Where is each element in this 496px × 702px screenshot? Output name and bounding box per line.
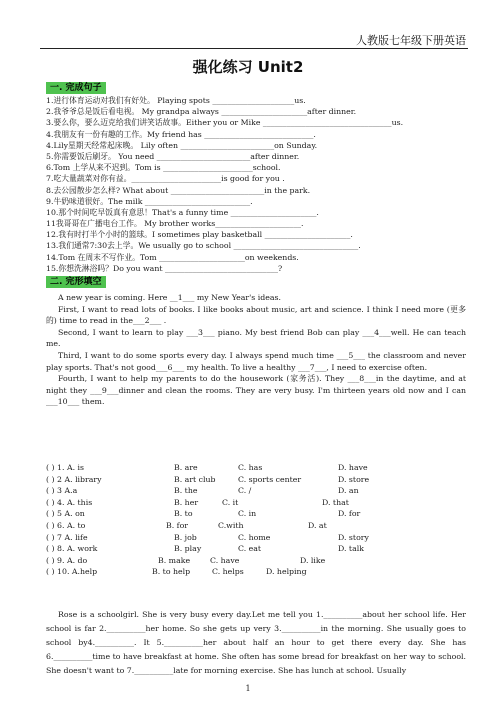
option-b: B. for <box>166 520 188 530</box>
option-a: ( ) 8. A. work <box>46 544 98 554</box>
sentence-item: 9.牛奶味道很好。The milk ___________________________. <box>46 196 253 206</box>
option-d: D. at <box>308 520 327 530</box>
option-d: D. helping <box>266 567 307 577</box>
sentence-item: 6.Tom 上学从来不迟到。Tom is _______________________school. <box>46 163 281 173</box>
option-row <box>46 520 466 532</box>
sentence-item: 14.Tom 在周末不写作业。Tom ______________________on weekends. <box>46 252 299 262</box>
option-b: B. are <box>174 463 198 472</box>
sentence-item: 4.Lily星期天经常起床晚。 Lily often ________________________on Sunday. <box>46 140 318 150</box>
sentence-item: 4.我朋友有一份有趣的工作。My friend has ____________________________. <box>46 129 316 139</box>
page-title: 强化练习 Unit2 <box>192 58 304 76</box>
option-c: C. eat <box>238 544 262 554</box>
option-b: B. job <box>174 532 197 542</box>
option-row <box>46 462 466 474</box>
option-d: D. store <box>338 474 370 484</box>
cloze-paragraph: A new year is coming. Here __1___ my New Year's ideas. <box>58 293 281 302</box>
cloze-passage <box>46 292 466 408</box>
sentence-item: 8.去公园散步怎么样? What about ________________________in the park. <box>46 185 311 195</box>
option-c: C. in <box>238 509 257 519</box>
sentence-item: 2.我爷爷总是饭后看电视。 My grandpa always ______________________after dinner. <box>46 107 357 117</box>
option-a: ( ) 2 A. library <box>46 474 102 484</box>
cloze-paragraph: Third, I want to do some sports every day. I always spend much time ___5___ the classroom and never play sports. That's not good___6___ my health. To live a healthy ___7___, I need to exercise often. <box>46 350 466 372</box>
option-c: C.with <box>218 520 244 530</box>
option-b: B. to help <box>152 567 191 577</box>
option-a: ( ) 6. A. to <box>46 520 86 530</box>
section1-heading: 一. 完成句子 <box>46 82 106 94</box>
option-c: C. / <box>238 486 252 496</box>
option-a: ( ) 10. A.help <box>46 567 98 577</box>
option-c: C. sports center <box>238 474 302 484</box>
sentence-item: 15.你想洗淋浴吗？Do you want _____________________________? <box>46 263 283 273</box>
option-a: ( ) 9. A. do <box>46 555 88 565</box>
option-c: C. home <box>238 532 271 542</box>
option-a: ( ) 7 A. life <box>46 532 88 542</box>
cloze-options <box>46 462 466 578</box>
option-c: C. have <box>210 555 240 565</box>
cloze-paragraph: Fourth, I want to help my parents to do the housework (家务活). They ___8___in the daytime, and at night they ___9___dinner and clean the rooms. They are very busy. I'm thirteen years old now and I can ___10___ them. <box>46 374 466 407</box>
option-row <box>46 566 466 578</box>
section2-heading: 二. 完形填空 <box>46 276 106 288</box>
header-divider <box>40 48 468 49</box>
sentence-item: 5.你需要饭后刷牙。 You need ________________________after dinner. <box>46 151 300 161</box>
option-row <box>46 485 466 497</box>
option-a: ( ) 5 A. on <box>46 509 85 519</box>
sentence-item: 11我哥哥在广播电台工作。 My brother works______________________. <box>46 219 304 229</box>
cloze-paragraph: Second, I want to learn to play ___3___ piano. My best friend Bob can play ___4___well. He can teach me. <box>46 327 466 349</box>
option-b: B. make <box>158 555 191 565</box>
sentence-item: 13.我们通常7:30去上学。We usually go to school ________________________________. <box>46 241 361 251</box>
section1-sentences <box>46 95 466 274</box>
option-c: C. it <box>222 497 239 507</box>
option-d: D. an <box>338 486 359 496</box>
option-b: B. to <box>174 509 193 519</box>
option-a: ( ) 3 A.a <box>46 486 78 496</box>
option-d: D. have <box>338 463 368 472</box>
cloze-paragraph: First, I want to read lots of books. I like books about music, art and science. I think I need more (更多的) time to read in the___2___ . <box>46 304 466 326</box>
option-row <box>46 497 466 509</box>
option-b: B. art club <box>174 474 216 484</box>
sentence-item: 3.要么你，要么迈克给我们讲笑话故事。Either you or Mike _________________________________us. <box>46 118 404 128</box>
option-d: D. like <box>300 555 326 565</box>
option-c: C. helps <box>212 567 244 577</box>
option-a: ( ) 4. A. this <box>46 497 93 507</box>
option-row <box>46 474 466 486</box>
sentence-item: 10.那个时间吃早饭真有意思！That's a funny time ______________________. <box>46 207 319 217</box>
option-a: ( ) 1. A. is <box>46 463 85 472</box>
option-row <box>46 508 466 520</box>
reading-paragraph: Rose is a schoolgirl. She is very busy every day.Let me tell you 1.__________about her school life. Her school is far 2.__________her home. So she gets up very 3.__________in the morning. She usually goes to school by4.__________. It 5.__________her about half an hour to get there every day. She has 6.__________time to have breakfast at home. She often has some bread for breakfast on her way to school. She doesn't want to 7.__________late for morning exercise. She has lunch at school. Usually <box>46 610 466 675</box>
option-b: B. play <box>174 544 202 554</box>
page-number: 1 <box>245 684 251 693</box>
option-row <box>46 555 466 567</box>
sentence-item: 12.我有时打半个小时的篮球。I sometimes play basketball ______________________. <box>46 230 353 240</box>
sentence-item: 1.进行体育运动对我们有好处。 Playing spots _____________________us. <box>46 96 306 105</box>
option-d: D. that <box>322 497 349 507</box>
option-row <box>46 532 466 544</box>
option-c: C. has <box>238 463 263 472</box>
option-d: D. story <box>338 532 369 542</box>
reading-passage <box>46 608 466 678</box>
option-b: B. her <box>174 497 199 507</box>
option-row <box>46 543 466 555</box>
option-b: B. the <box>174 486 198 496</box>
running-header: 人教版七年级下册英语 <box>356 34 466 47</box>
sentence-item: 7.吃大量蔬菜对你有益。_______________________is good for you . <box>46 174 285 184</box>
option-d: D. for <box>338 509 361 519</box>
option-d: D. talk <box>338 544 364 554</box>
